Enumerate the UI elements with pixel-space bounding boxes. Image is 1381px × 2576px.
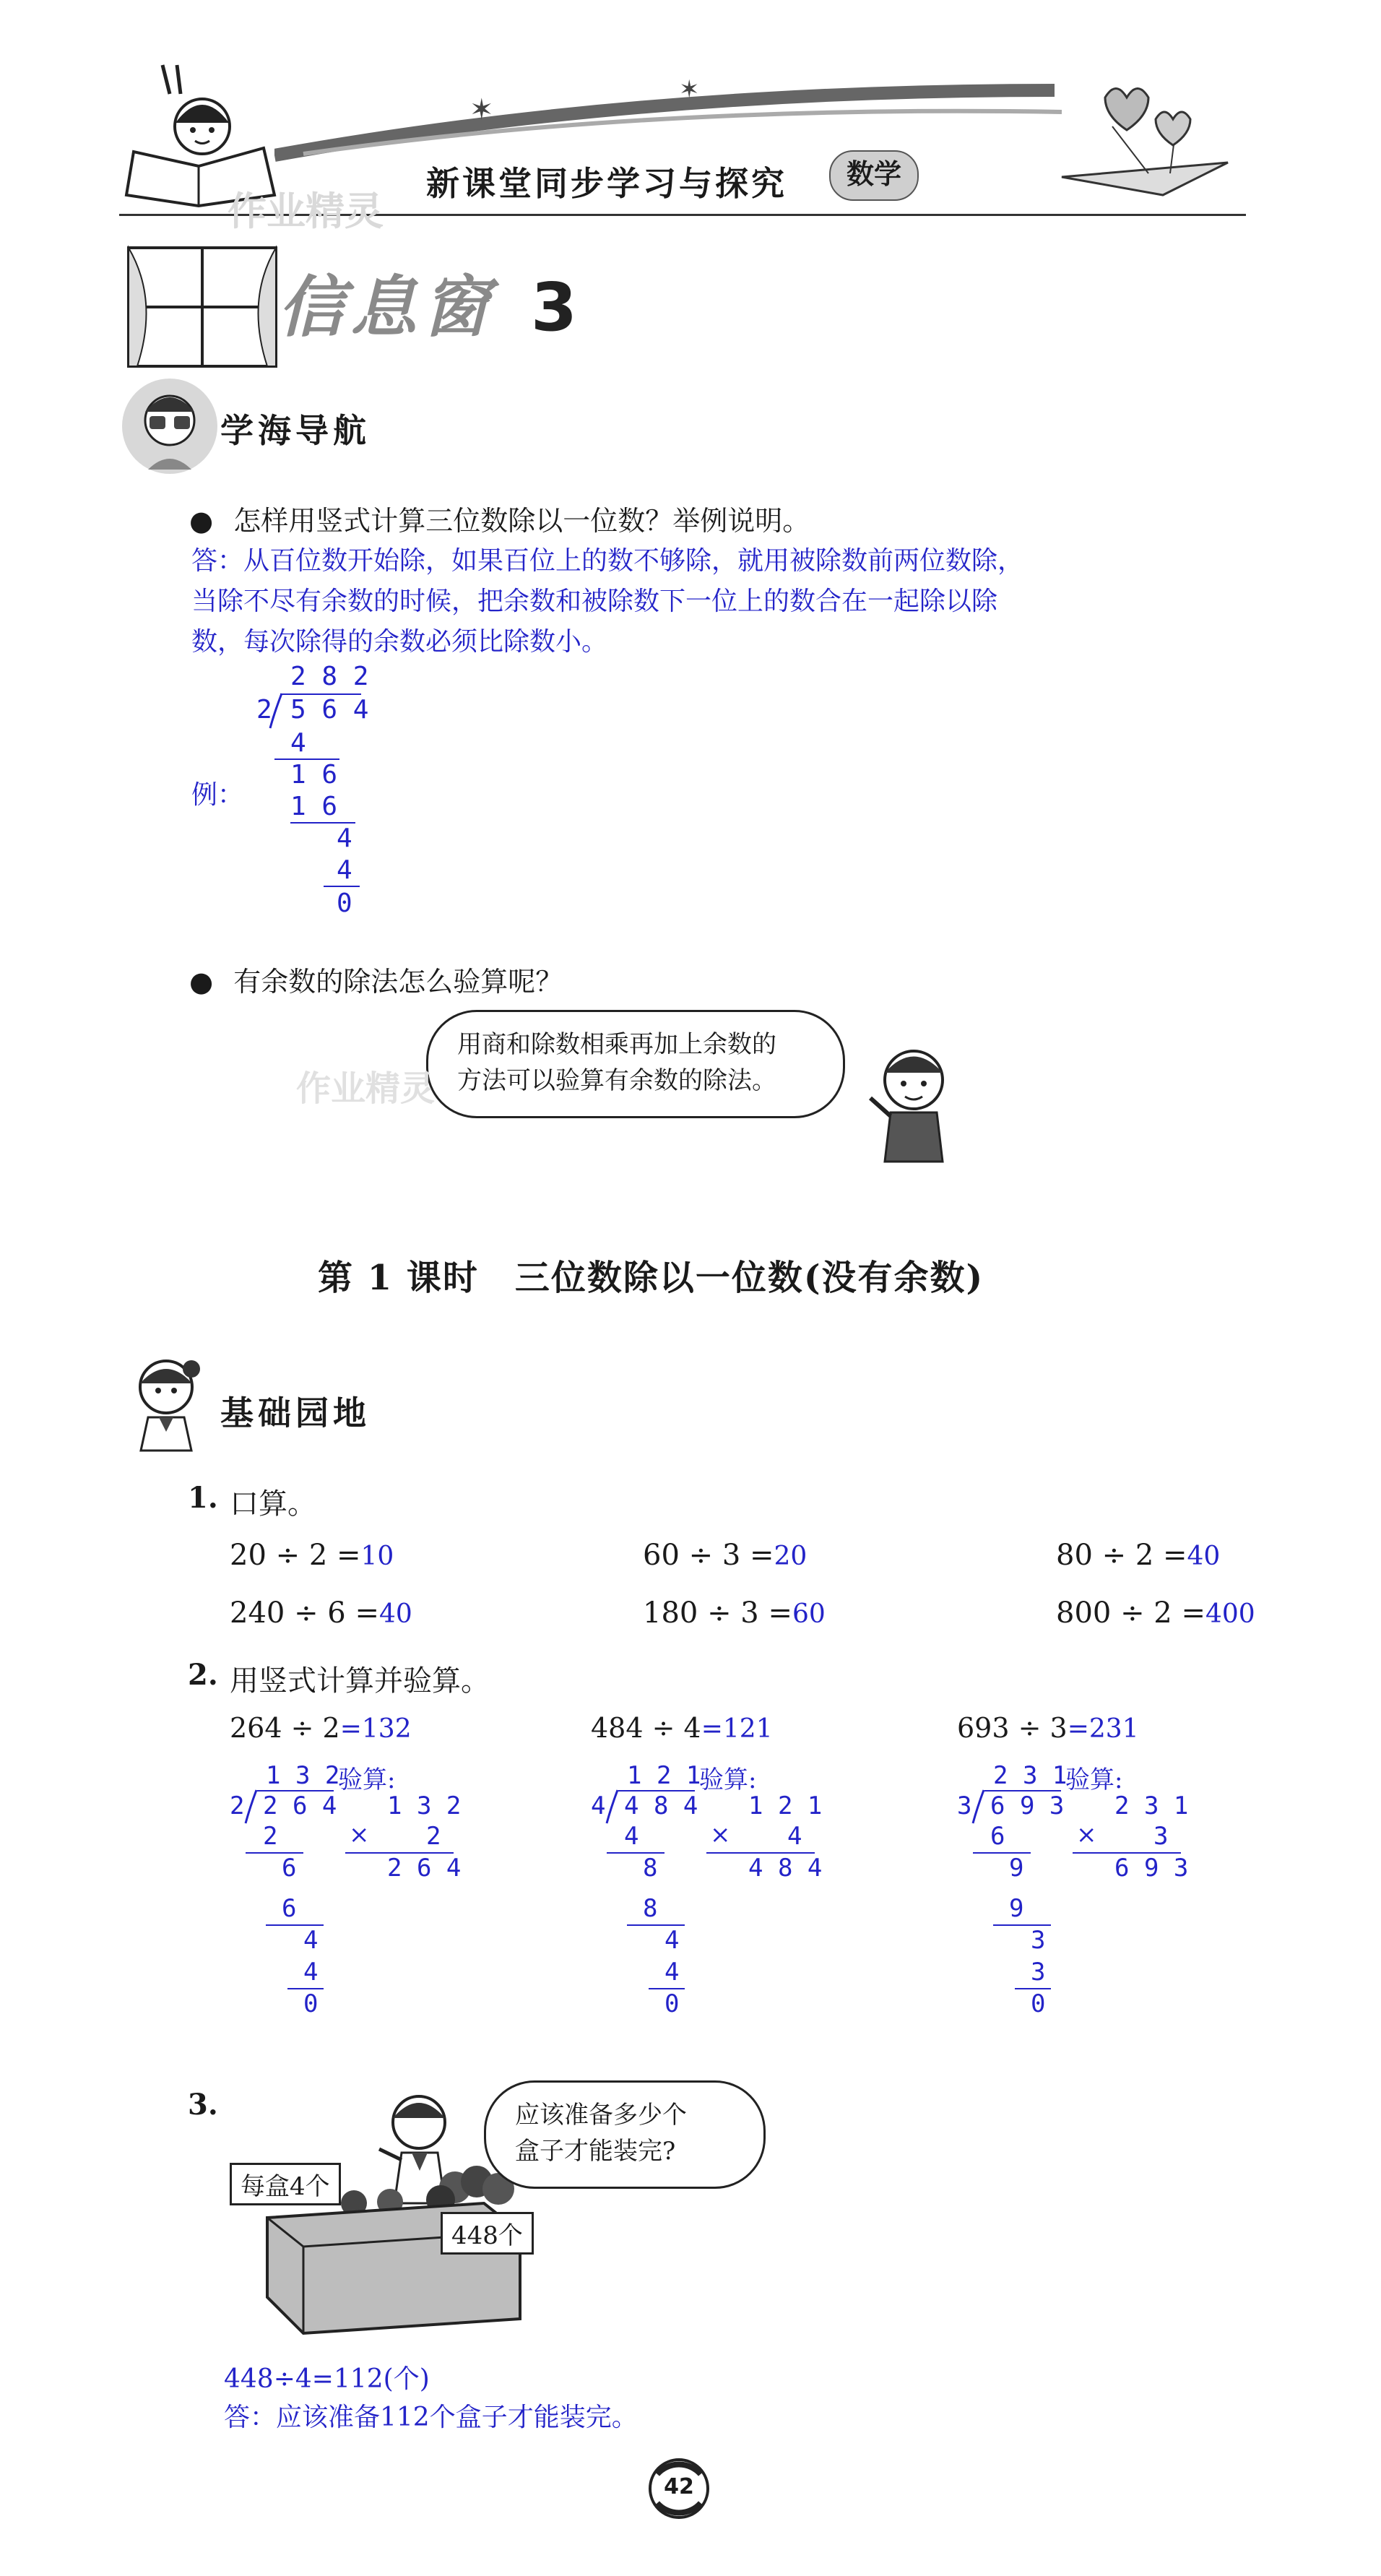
q3-bubble-line2: 盒子才能装完? [515, 2137, 676, 2166]
division-bracket [605, 1789, 620, 1825]
problem-answer: =132 [339, 1714, 412, 1744]
verify-label: 验算: [338, 1765, 396, 1794]
check-multiplier: 2 [426, 1822, 441, 1851]
problem-expr-text: 484 ÷ 4 [591, 1712, 701, 1744]
step-5: 3 [1031, 1958, 1046, 1987]
q1-text: 口算。 [230, 1487, 316, 1521]
example-step-5: 4 [337, 855, 352, 885]
example-step-1: 4 [290, 728, 306, 758]
watermark-mid: 作业精灵 [296, 1068, 436, 1109]
q3-total-label [441, 2212, 534, 2255]
binocular-kid-icon [119, 376, 220, 477]
example-dividend: 5 6 4 [290, 695, 369, 725]
division-bracket [244, 1789, 259, 1825]
oral-expr: 80 ÷ 2 = [1056, 1539, 1187, 1572]
oral-item-4 [230, 1596, 412, 1630]
watermark-top: 作业精灵 [228, 189, 384, 234]
svg-text:✶: ✶ [679, 75, 700, 104]
study-a1-line3: 数，每次除得的余数必须比除数小。 [191, 627, 608, 657]
division-bracket [971, 1789, 986, 1825]
girl-icon [119, 1351, 213, 1452]
oral-expr: 180 ÷ 3 = [643, 1596, 792, 1630]
verify-label: 验算: [699, 1765, 757, 1794]
check-multiplier: 3 [1153, 1822, 1169, 1851]
study-q1-text: 怎样用竖式计算三位数除以一位数？举例说明。 [233, 505, 810, 537]
step-1: 2 [263, 1822, 278, 1851]
study-bubble-line1: 用商和除数相乘再加上余数的 [457, 1030, 776, 1059]
oral-answer: 10 [360, 1542, 394, 1571]
check-multiplier: 4 [787, 1822, 802, 1851]
quotient: 1 2 1 [627, 1761, 701, 1790]
example-quotient: 2 8 2 [290, 662, 369, 691]
lesson-title: 第 1 课时 三位数除以一位数(没有余数) [318, 1258, 984, 1298]
divisor: 3 [957, 1791, 972, 1820]
oral-expr: 800 ÷ 2 = [1056, 1596, 1205, 1630]
quotient: 1 3 2 [266, 1761, 340, 1790]
example-divisor: 2 [256, 695, 272, 725]
step-6: 0 [303, 1989, 319, 2018]
oral-answer: 40 [378, 1599, 412, 1629]
study-q2 [189, 959, 563, 999]
banner-title: 新课堂同步学习与探究 [426, 164, 787, 203]
q3-total-label-text: 448个 [451, 2221, 523, 2250]
q3-answer: 答：应该准备112个盒子才能装完。 [224, 2403, 638, 2432]
oral-answer: 400 [1205, 1599, 1255, 1629]
verify-label: 验算: [1065, 1765, 1123, 1794]
q3-box-label-text: 每盒4个 [241, 2172, 330, 2201]
study-a1-line1: 答：从百位数开始除，如果百位上的数不够除，就用被除数前两位数除， [191, 546, 1024, 576]
check-multiplicand: 1 3 2 [387, 1791, 462, 1820]
step-4: 4 [303, 1926, 319, 1955]
q2-number: 2. [188, 1658, 218, 1692]
oral-item-5 [643, 1596, 826, 1630]
step-3: 8 [643, 1894, 658, 1923]
q3-bubble-line1: 应该准备多少个 [515, 2101, 687, 2130]
example-step-2: 1 6 [290, 760, 338, 790]
divisor: 2 [230, 1791, 245, 1820]
check-product: 4 8 4 [748, 1854, 823, 1883]
study-nav-heading: 学海导航 [220, 411, 371, 450]
bullet-icon: ● [189, 966, 214, 998]
problem-expr [230, 1712, 412, 1744]
division-problem-3 [957, 1712, 1260, 2030]
step-3: 9 [1009, 1894, 1024, 1923]
dividend: 6 9 3 [990, 1791, 1065, 1820]
study-q2-text: 有余数的除法怎么验算呢？ [233, 966, 563, 998]
step-5: 4 [664, 1958, 680, 1987]
step-4: 3 [1031, 1926, 1046, 1955]
times-sign: × [710, 1820, 731, 1849]
oral-item-3 [1056, 1539, 1220, 1572]
times-sign: × [1076, 1820, 1097, 1849]
problem-answer: =231 [1067, 1714, 1139, 1744]
problem-expr-text: 693 ÷ 3 [957, 1712, 1068, 1744]
oral-expr: 240 ÷ 6 = [230, 1596, 379, 1630]
oral-item-1 [230, 1539, 394, 1572]
example-step-3: 1 6 [290, 792, 338, 821]
step-5: 4 [303, 1958, 319, 1987]
divisor: 4 [591, 1791, 606, 1820]
example-step-4: 4 [337, 824, 352, 853]
oral-answer: 40 [1187, 1542, 1221, 1571]
oral-item-6 [1056, 1596, 1255, 1630]
boy-illustration [856, 1040, 971, 1163]
study-bubble-line2: 方法可以验算有余数的除法。 [457, 1066, 776, 1095]
check-product: 6 9 3 [1114, 1854, 1189, 1883]
dividend: 4 8 4 [624, 1791, 698, 1820]
step-3: 6 [282, 1894, 297, 1923]
study-a1-line2: 当除不尽有余数的时候，把余数和被除数下一位上的数合在一起除以除 [191, 587, 998, 616]
basics-heading: 基础园地 [220, 1393, 371, 1432]
q1-number: 1. [188, 1481, 218, 1515]
page-number: 42 [664, 2474, 694, 2499]
dividend: 2 6 4 [263, 1791, 337, 1820]
problem-expr-text: 264 ÷ 2 [230, 1712, 340, 1744]
times-sign: × [349, 1820, 370, 1849]
division-problem-1 [230, 1712, 533, 2030]
info-window-title-text: 信息窗 [278, 269, 495, 346]
svg-text:✶: ✶ [469, 93, 494, 126]
step-4: 4 [664, 1926, 680, 1955]
step-2: 9 [1009, 1854, 1024, 1883]
example-bracket [269, 692, 285, 730]
step-1: 6 [990, 1822, 1005, 1851]
problem-expr [957, 1712, 1139, 1744]
study-speech-bubble [426, 1010, 845, 1118]
step-1: 4 [624, 1822, 639, 1851]
q3-box-label [230, 2163, 341, 2205]
oral-expr: 20 ÷ 2 = [230, 1539, 361, 1572]
step-2: 6 [282, 1854, 297, 1883]
header-plane-hearts [1055, 69, 1242, 206]
q3-number: 3. [188, 2088, 218, 2122]
study-q1 [189, 498, 810, 538]
page-number-badge [643, 2452, 715, 2525]
example-label: 例： [191, 780, 244, 810]
step-2: 8 [643, 1854, 658, 1883]
example-line-3 [324, 886, 360, 887]
problem-answer: =121 [701, 1714, 773, 1744]
step-6: 0 [1031, 1989, 1046, 2018]
subject-badge [829, 150, 919, 201]
problem-expr [591, 1712, 773, 1744]
check-multiplicand: 2 3 1 [1114, 1791, 1189, 1820]
check-product: 2 6 4 [387, 1854, 462, 1883]
example-step-6: 0 [337, 889, 352, 918]
q2-text: 用竖式计算并验算。 [230, 1664, 490, 1698]
q3-speech-bubble [484, 2080, 766, 2189]
info-window-number: 3 [531, 269, 584, 346]
oral-item-2 [643, 1539, 807, 1572]
info-window-title [278, 254, 583, 350]
oral-expr: 60 ÷ 3 = [643, 1539, 774, 1572]
subject-badge-label: 数学 [846, 158, 901, 190]
quotient: 2 3 1 [993, 1761, 1068, 1790]
step-6: 0 [664, 1989, 680, 2018]
bullet-icon: ● [189, 505, 214, 537]
oral-answer: 60 [792, 1599, 826, 1629]
division-problem-2 [591, 1712, 894, 2030]
check-multiplicand: 1 2 1 [748, 1791, 823, 1820]
oral-answer: 20 [774, 1542, 808, 1571]
window-illustration [123, 242, 282, 372]
q3-calculation: 448÷4=112(个) [224, 2364, 430, 2394]
header-swoosh [274, 69, 1069, 163]
